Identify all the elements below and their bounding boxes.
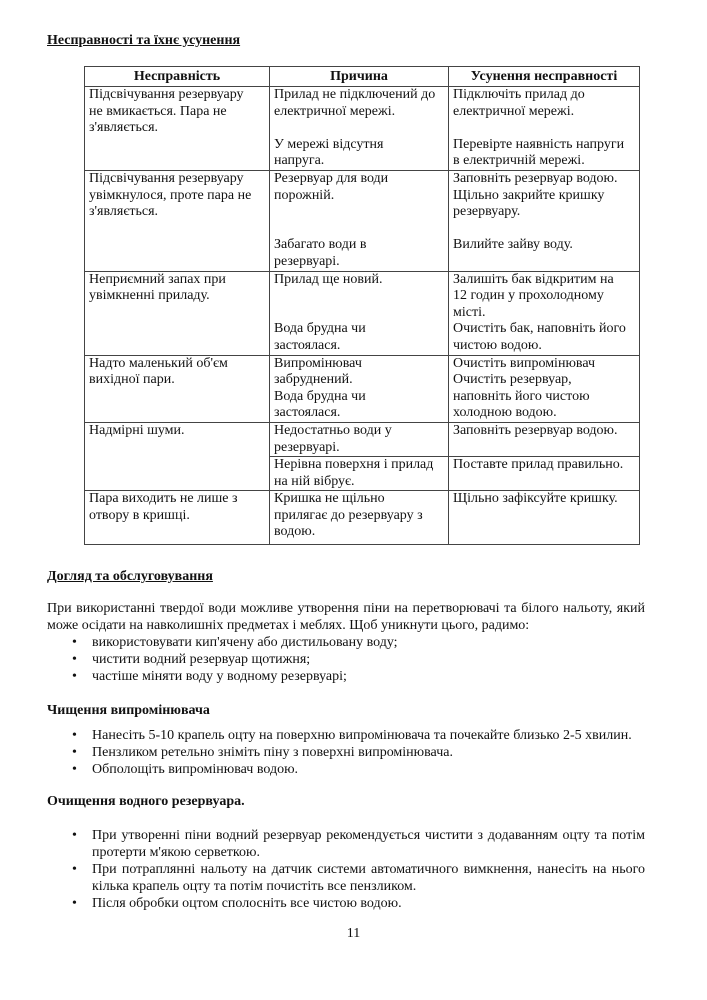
- cause-cell: Випромінювач забруднений. Вода брудна чи застоялася.: [270, 355, 449, 422]
- emitter-cleaning-list: [47, 727, 645, 778]
- fault-cell: Підсвічування резервуару не вмикається. Пара не з'являється.: [85, 87, 270, 171]
- list-item-text: Після обробки оцтом сполосніть все чистою водою.: [92, 896, 402, 911]
- fault-cell: Надто маленький об'єм вихідної пари.: [85, 355, 270, 422]
- list-item-text: чистити водний резервуар щотижня;: [92, 652, 311, 667]
- bullet-icon: •: [72, 828, 77, 843]
- bullet-icon: •: [72, 728, 77, 743]
- list-item-text: Обполощіть випромінювач водою.: [92, 762, 299, 777]
- column-header: Усунення несправності: [449, 67, 640, 87]
- table-row: [85, 422, 640, 456]
- list-item: [47, 761, 645, 778]
- bullet-icon: •: [72, 745, 77, 760]
- troubleshooting-table: [84, 66, 640, 545]
- list-item-text: частіше міняти воду у водному резервуарі;: [92, 669, 347, 684]
- fix-cell: Заповніть резервуар водою. Щільно закрийте кришку резервуару. Вилийте зайву воду.: [449, 171, 640, 272]
- table-row: [85, 171, 640, 272]
- bullet-icon: •: [72, 652, 77, 667]
- cause-cell: Кришка не щільно прилягає до резервуару з водою.: [270, 491, 449, 545]
- fault-cell: Підсвічування резервуару увімкнулося, проте пара не з'являється.: [85, 171, 270, 272]
- bullet-icon: •: [72, 635, 77, 650]
- list-item-text: Пензликом ретельно зніміть піну з поверхні випромінювача.: [92, 745, 453, 760]
- fault-cell: Неприємний запах при увімкненні приладу.: [85, 271, 270, 355]
- care-heading: Догляд та обслуговування: [47, 569, 213, 584]
- emitter-cleaning-heading: Чищення випромінювача: [47, 703, 210, 718]
- cause-cell: Прилад не підключений до електричної мережі. У мережі відсутня напруга.: [270, 87, 449, 171]
- table-row: [85, 355, 640, 422]
- list-item: [47, 744, 645, 761]
- fix-cell: Заповніть резервуар водою.: [449, 422, 640, 456]
- tank-cleaning-list: [47, 827, 645, 912]
- page-number: 11: [346, 926, 361, 941]
- cause-cell: Недостатньо води у резервуарі.: [270, 422, 449, 456]
- list-item: [47, 861, 645, 895]
- list-item: [47, 651, 645, 668]
- list-item: [47, 634, 645, 651]
- table-row: [85, 491, 640, 545]
- bullet-icon: •: [72, 862, 77, 877]
- list-item: [47, 727, 645, 744]
- care-list: [47, 634, 645, 685]
- table-row: [85, 271, 640, 355]
- fix-cell: Поставте прилад правильно.: [449, 457, 640, 491]
- bullet-icon: •: [72, 896, 77, 911]
- cause-cell: Резервуар для води порожній. Забагато води в резервуарі.: [270, 171, 449, 272]
- fix-cell: Залишіть бак відкритим на 12 годин у прохолодному місті. Очистіть бак, наповніть його чистою водою.: [449, 271, 640, 355]
- list-item-text: При потраплянні нальоту на датчик системи автоматичного вимкнення, нанесіть на нього кілька крапель оцту та потім почистіть все пензликом.: [92, 862, 645, 894]
- list-item: [47, 668, 645, 685]
- list-item-text: використовувати кип'ячену або дистильовану воду;: [92, 635, 398, 650]
- troubleshooting-heading: Несправності та їхнє усунення: [47, 33, 241, 48]
- list-item-text: Нанесіть 5-10 крапель оцту на поверхню випромінювача та почекайте близько 2-5 хвилин.: [92, 728, 632, 743]
- fault-cell: Пара виходить не лише з отвору в кришці.: [85, 491, 270, 545]
- fix-cell: Щільно зафіксуйте кришку.: [449, 491, 640, 545]
- column-header: Несправність: [85, 67, 270, 87]
- fault-cell: Надмірні шуми.: [85, 422, 270, 490]
- care-intro: При використанні твердої води можливе утворення піни на перетворювачі та білого нальоту, який може осідати на навколишніх предметах і меблях. Щоб уникнути цього, радимо:: [47, 601, 645, 633]
- column-header: Причина: [270, 67, 449, 87]
- list-item: [47, 895, 645, 912]
- cause-cell: Нерівна поверхня і прилад на ній вібрує.: [270, 457, 449, 491]
- list-item-text: При утворенні піни водний резервуар рекомендується чистити з додаванням оцту та потім протерти м'якою серветкою.: [92, 828, 645, 860]
- list-item: [47, 827, 645, 861]
- table-row: [85, 87, 640, 171]
- bullet-icon: •: [72, 762, 77, 777]
- tank-cleaning-heading: Очищення водного резервуара.: [47, 794, 245, 809]
- bullet-icon: •: [72, 669, 77, 684]
- table-header-row: [85, 67, 640, 87]
- cause-cell: Прилад ще новий. Вода брудна чи застоялася.: [270, 271, 449, 355]
- fix-cell: Очистіть випромінювач Очистіть резервуар, наповніть його чистою холодною водою.: [449, 355, 640, 422]
- fix-cell: Підключіть прилад до електричної мережі. Перевірте наявність напруги в електричній мережі.: [449, 87, 640, 171]
